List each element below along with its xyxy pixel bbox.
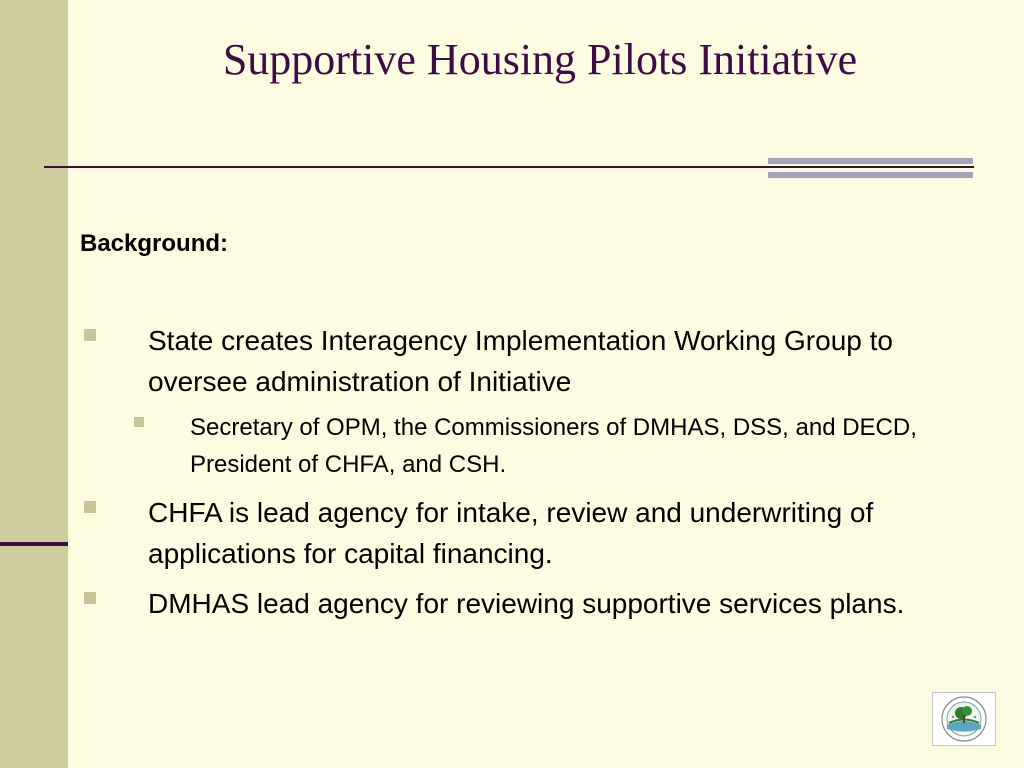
slide-title: Supportive Housing Pilots Initiative [222, 35, 858, 84]
bullet-text: DMHAS lead agency for reviewing supportive services plans. [148, 588, 905, 619]
accent-bar-bottom [768, 172, 973, 178]
left-sidebar-accent-line [0, 542, 68, 546]
bullet-item [84, 583, 978, 624]
title-divider-accent [768, 158, 973, 178]
seal-graphic [935, 695, 993, 743]
square-bullet-icon [84, 592, 96, 604]
housing-finance-authority-seal-icon [932, 692, 996, 746]
bullet-text: CHFA is lead agency for intake, review and underwriting of applications for capital financing. [148, 497, 874, 569]
sub-bullet-text: Secretary of OPM, the Commissioners of DMHAS, DSS, and DECD, President of CHFA, and CSH. [190, 414, 917, 478]
section-heading: Background: [80, 230, 229, 257]
sub-bullet-item [134, 409, 980, 483]
square-bullet-icon [84, 501, 96, 513]
left-sidebar-band [0, 0, 68, 768]
bullet-item [84, 320, 948, 402]
bullet-text: State creates Interagency Implementation Working Group to oversee administration of Initiative [148, 325, 893, 397]
bullet-item [84, 492, 948, 574]
square-bullet-icon [134, 417, 144, 427]
accent-bar-top [768, 158, 973, 164]
square-bullet-icon [84, 329, 96, 341]
